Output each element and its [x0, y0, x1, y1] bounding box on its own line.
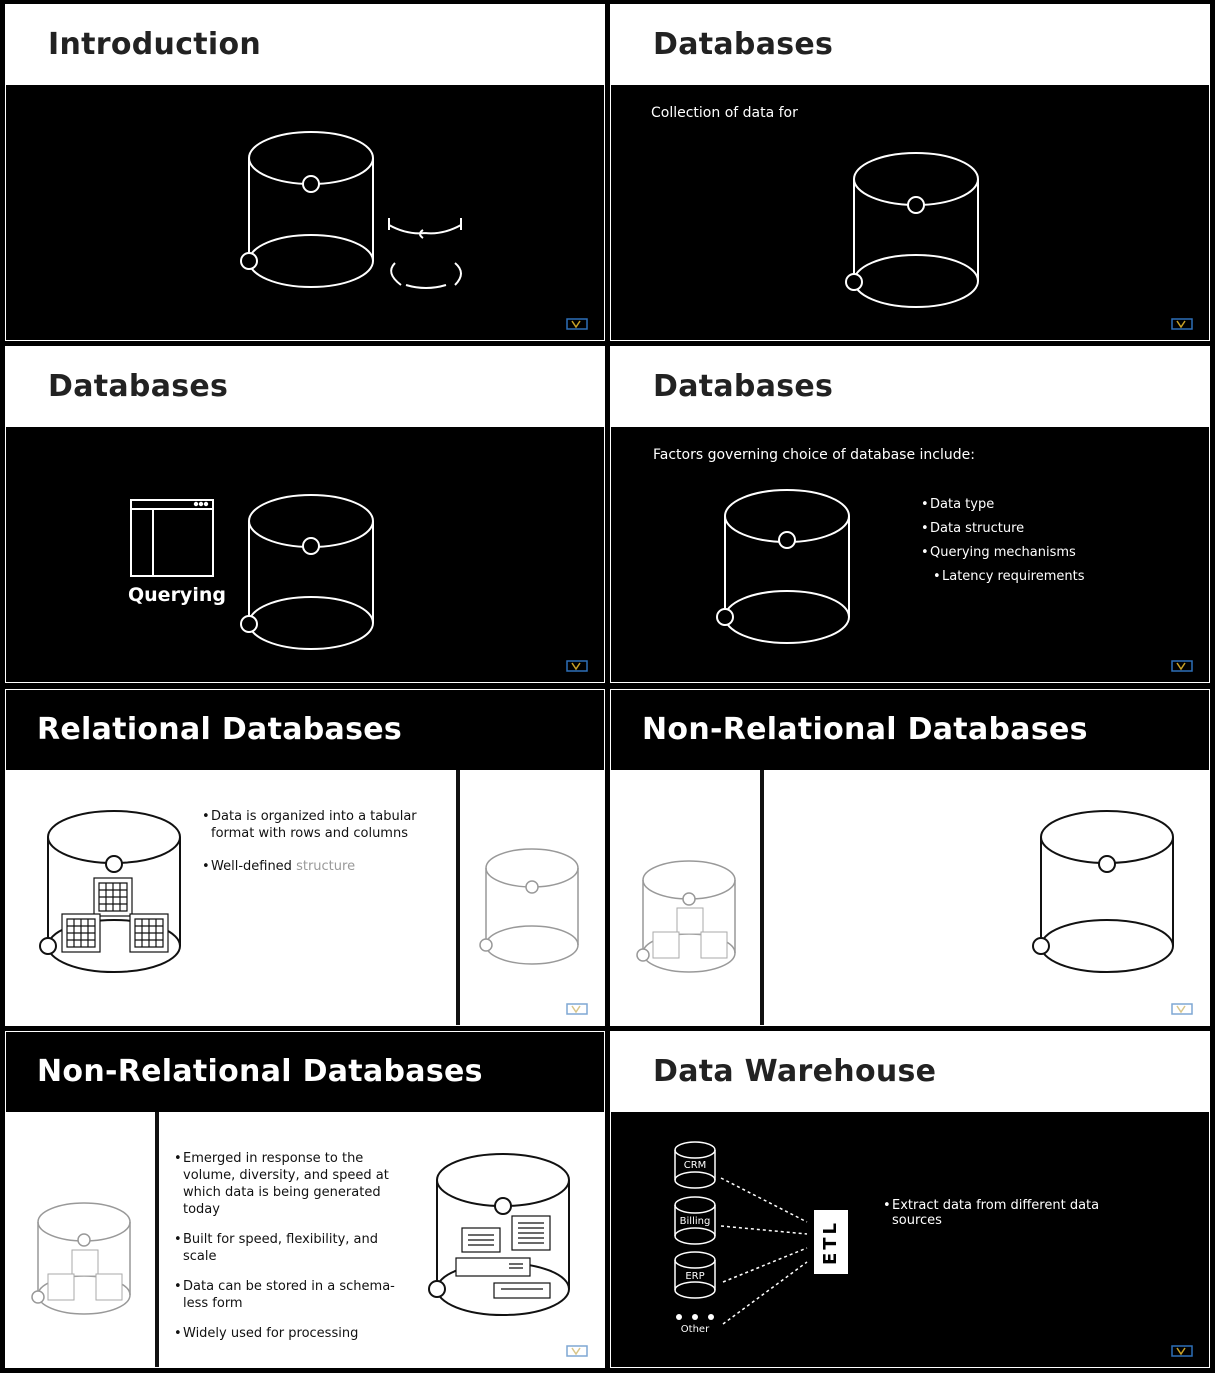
factor-list	[921, 493, 1085, 589]
table-grid-icon	[653, 908, 727, 958]
list-item: • Extract data from different data sources	[883, 1198, 1113, 1228]
list-item: • Data is organized into a tabular format with rows and columns	[202, 808, 432, 842]
more-dot	[692, 1314, 698, 1320]
slide-data-warehouse	[611, 1032, 1209, 1367]
database-cylinder-icon	[1033, 811, 1173, 972]
slide-databases-querying	[6, 347, 604, 682]
slide-body	[611, 1112, 1209, 1367]
slide-title: Introduction	[48, 27, 262, 62]
brand-logo-icon	[566, 1003, 588, 1015]
slide-title: Databases	[653, 369, 834, 404]
brand-logo-icon	[1171, 1003, 1193, 1015]
database-cylinder-icon	[6, 85, 604, 340]
slide-title: Databases	[48, 369, 229, 404]
list-item: • Latency requirements	[933, 565, 1085, 589]
slide-body	[6, 770, 604, 1025]
slide-body	[611, 85, 1209, 340]
database-cylinder-icon	[611, 85, 1209, 340]
list-item-text: Well-defined	[211, 859, 292, 874]
list-item: • Built for speed, flexibility, and scale	[174, 1231, 414, 1265]
list-item: • Querying mechanisms	[921, 541, 1085, 565]
brand-logo-icon	[566, 318, 588, 330]
brand-logo-icon	[1171, 1345, 1193, 1357]
slide-relational-databases	[6, 690, 604, 1025]
brand-logo-icon	[1171, 660, 1193, 672]
faded-word: structure	[296, 859, 356, 874]
slide-body	[6, 85, 604, 340]
slide-body	[6, 427, 604, 682]
source-label-crm: CRM	[683, 1160, 707, 1171]
table-grid-icon	[62, 878, 168, 952]
brand-logo-icon	[566, 660, 588, 672]
slide-body	[611, 770, 1209, 1025]
slide-databases-factors	[611, 347, 1209, 682]
slide-introduction	[6, 5, 604, 340]
database-cylinder-icon	[480, 849, 578, 964]
list-item: • Data can be stored in a schema-less form	[174, 1278, 414, 1312]
source-label-billing: Billing	[679, 1216, 711, 1227]
slide-title: Data Warehouse	[653, 1054, 937, 1089]
list-item: • Data structure	[921, 517, 1085, 541]
database-cylinder-icon	[611, 427, 1209, 682]
source-label-erp: ERP	[685, 1271, 705, 1282]
slide-caption: Collection of data for	[651, 105, 798, 121]
slide-databases-collection	[611, 5, 1209, 340]
source-label-other: Other	[680, 1324, 710, 1335]
bullet-list	[174, 1150, 414, 1342]
slide-title: Relational Databases	[6, 690, 604, 770]
list-item	[202, 858, 432, 875]
brand-logo-icon	[566, 1345, 588, 1357]
bullet-list	[202, 808, 432, 875]
slide-title: Non-Relational Databases	[6, 1032, 604, 1112]
list-item: • Widely used for processing	[174, 1325, 414, 1342]
bullet-list	[883, 1198, 1113, 1228]
document-icon	[456, 1216, 550, 1298]
etl-label: ETL	[820, 1219, 842, 1265]
list-item: • Data type	[921, 493, 1085, 517]
slide-body	[6, 1112, 604, 1367]
brand-logo-icon	[1171, 318, 1193, 330]
table-grid-icon	[48, 1250, 122, 1300]
querying-label: Querying	[128, 584, 226, 606]
slide-title: Non-Relational Databases	[611, 690, 1209, 770]
slide-caption: Factors governing choice of database include:	[653, 447, 975, 463]
slide-non-relational-transition	[611, 690, 1209, 1025]
more-dot	[676, 1314, 682, 1320]
slide-title: Databases	[653, 27, 834, 62]
list-item: • Emerged in response to the volume, diversity, and speed at which data is being generated today	[174, 1150, 414, 1218]
more-dot	[708, 1314, 714, 1320]
slide-body	[611, 427, 1209, 682]
query-window-icon	[131, 500, 213, 576]
connector-lines	[721, 1178, 807, 1324]
slide-non-relational-databases	[6, 1032, 604, 1367]
etl-label-wrap	[814, 1210, 848, 1274]
database-cylinder-icon	[241, 495, 373, 649]
